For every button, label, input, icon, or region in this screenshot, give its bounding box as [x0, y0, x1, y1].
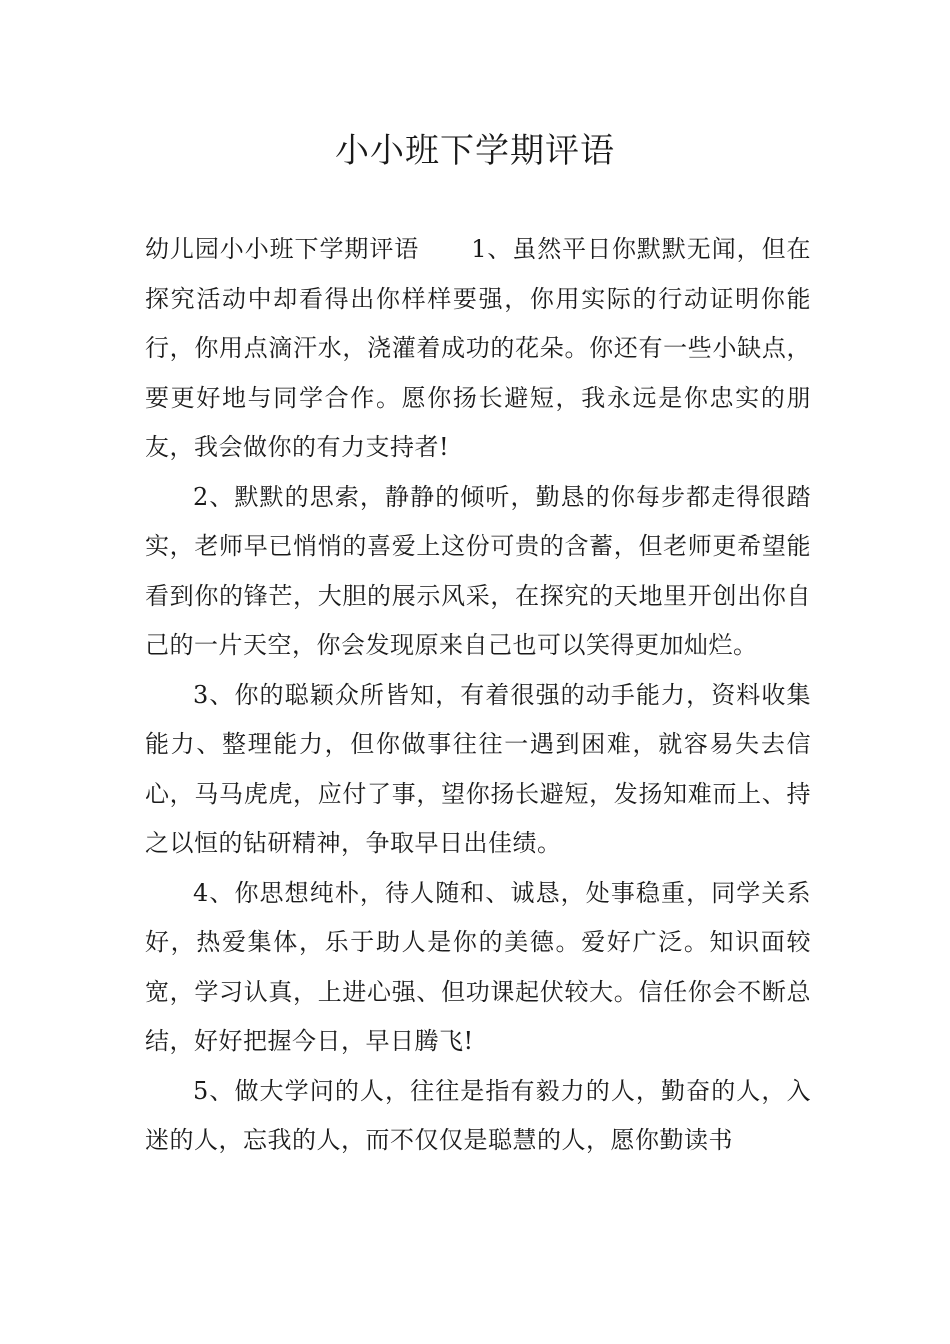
document-title: 小小班下学期评语	[335, 131, 615, 171]
paragraph-1	[145, 225, 811, 473]
paragraph-5: 5、做大学问的人，往往是指有毅力的人，勤奋的人，入迷的人，忘我的人，而不仅仅是聪慧的人，愿你勤读书	[145, 1076, 811, 1154]
paragraph-4: 4、你思想纯朴，待人随和、诚恳，处事稳重，同学关系好，热爱集体，乐于助人是你的美德。爱好广泛。知识面较宽，学习认真，上进心强、但功课起伏较大。信任你会不断总结，好好把握今日，早日腾飞!	[145, 878, 811, 1055]
document-body	[145, 225, 811, 1166]
paragraph-3: 3、你的聪颖众所皆知，有着很强的动手能力，资料收集能力、整理能力，但你做事往往一遇到困难，就容易失去信心，马马虎虎，应付了事，望你扬长避短，发扬知难而上、持之以恒的钻研精神，争取早日出佳绩。	[145, 680, 811, 857]
paragraph-1-text: 1、虽然平日你默默无闻，但在探究活动中却看得出你样样要强，你用实际的行动证明你能行，你用点滴汗水，浇灌着成功的花朵。你还有一些小缺点，要更好地与同学合作。愿你扬长避短，我永远是你忠实的朋友，我会做你的有力支持者!	[145, 235, 811, 461]
paragraph-2: 2、默默的思索，静静的倾听，勤恳的你每步都走得很踏实，老师早已悄悄的喜爱上这份可贵的含蓄，但老师更希望能看到你的锋芒，大胆的展示风采，在探究的天地里开创出你自己的一片天空，你会发现原来自己也可以笑得更加灿烂。	[145, 482, 811, 659]
intro-label: 幼儿园小小班下学期评语	[145, 235, 420, 263]
